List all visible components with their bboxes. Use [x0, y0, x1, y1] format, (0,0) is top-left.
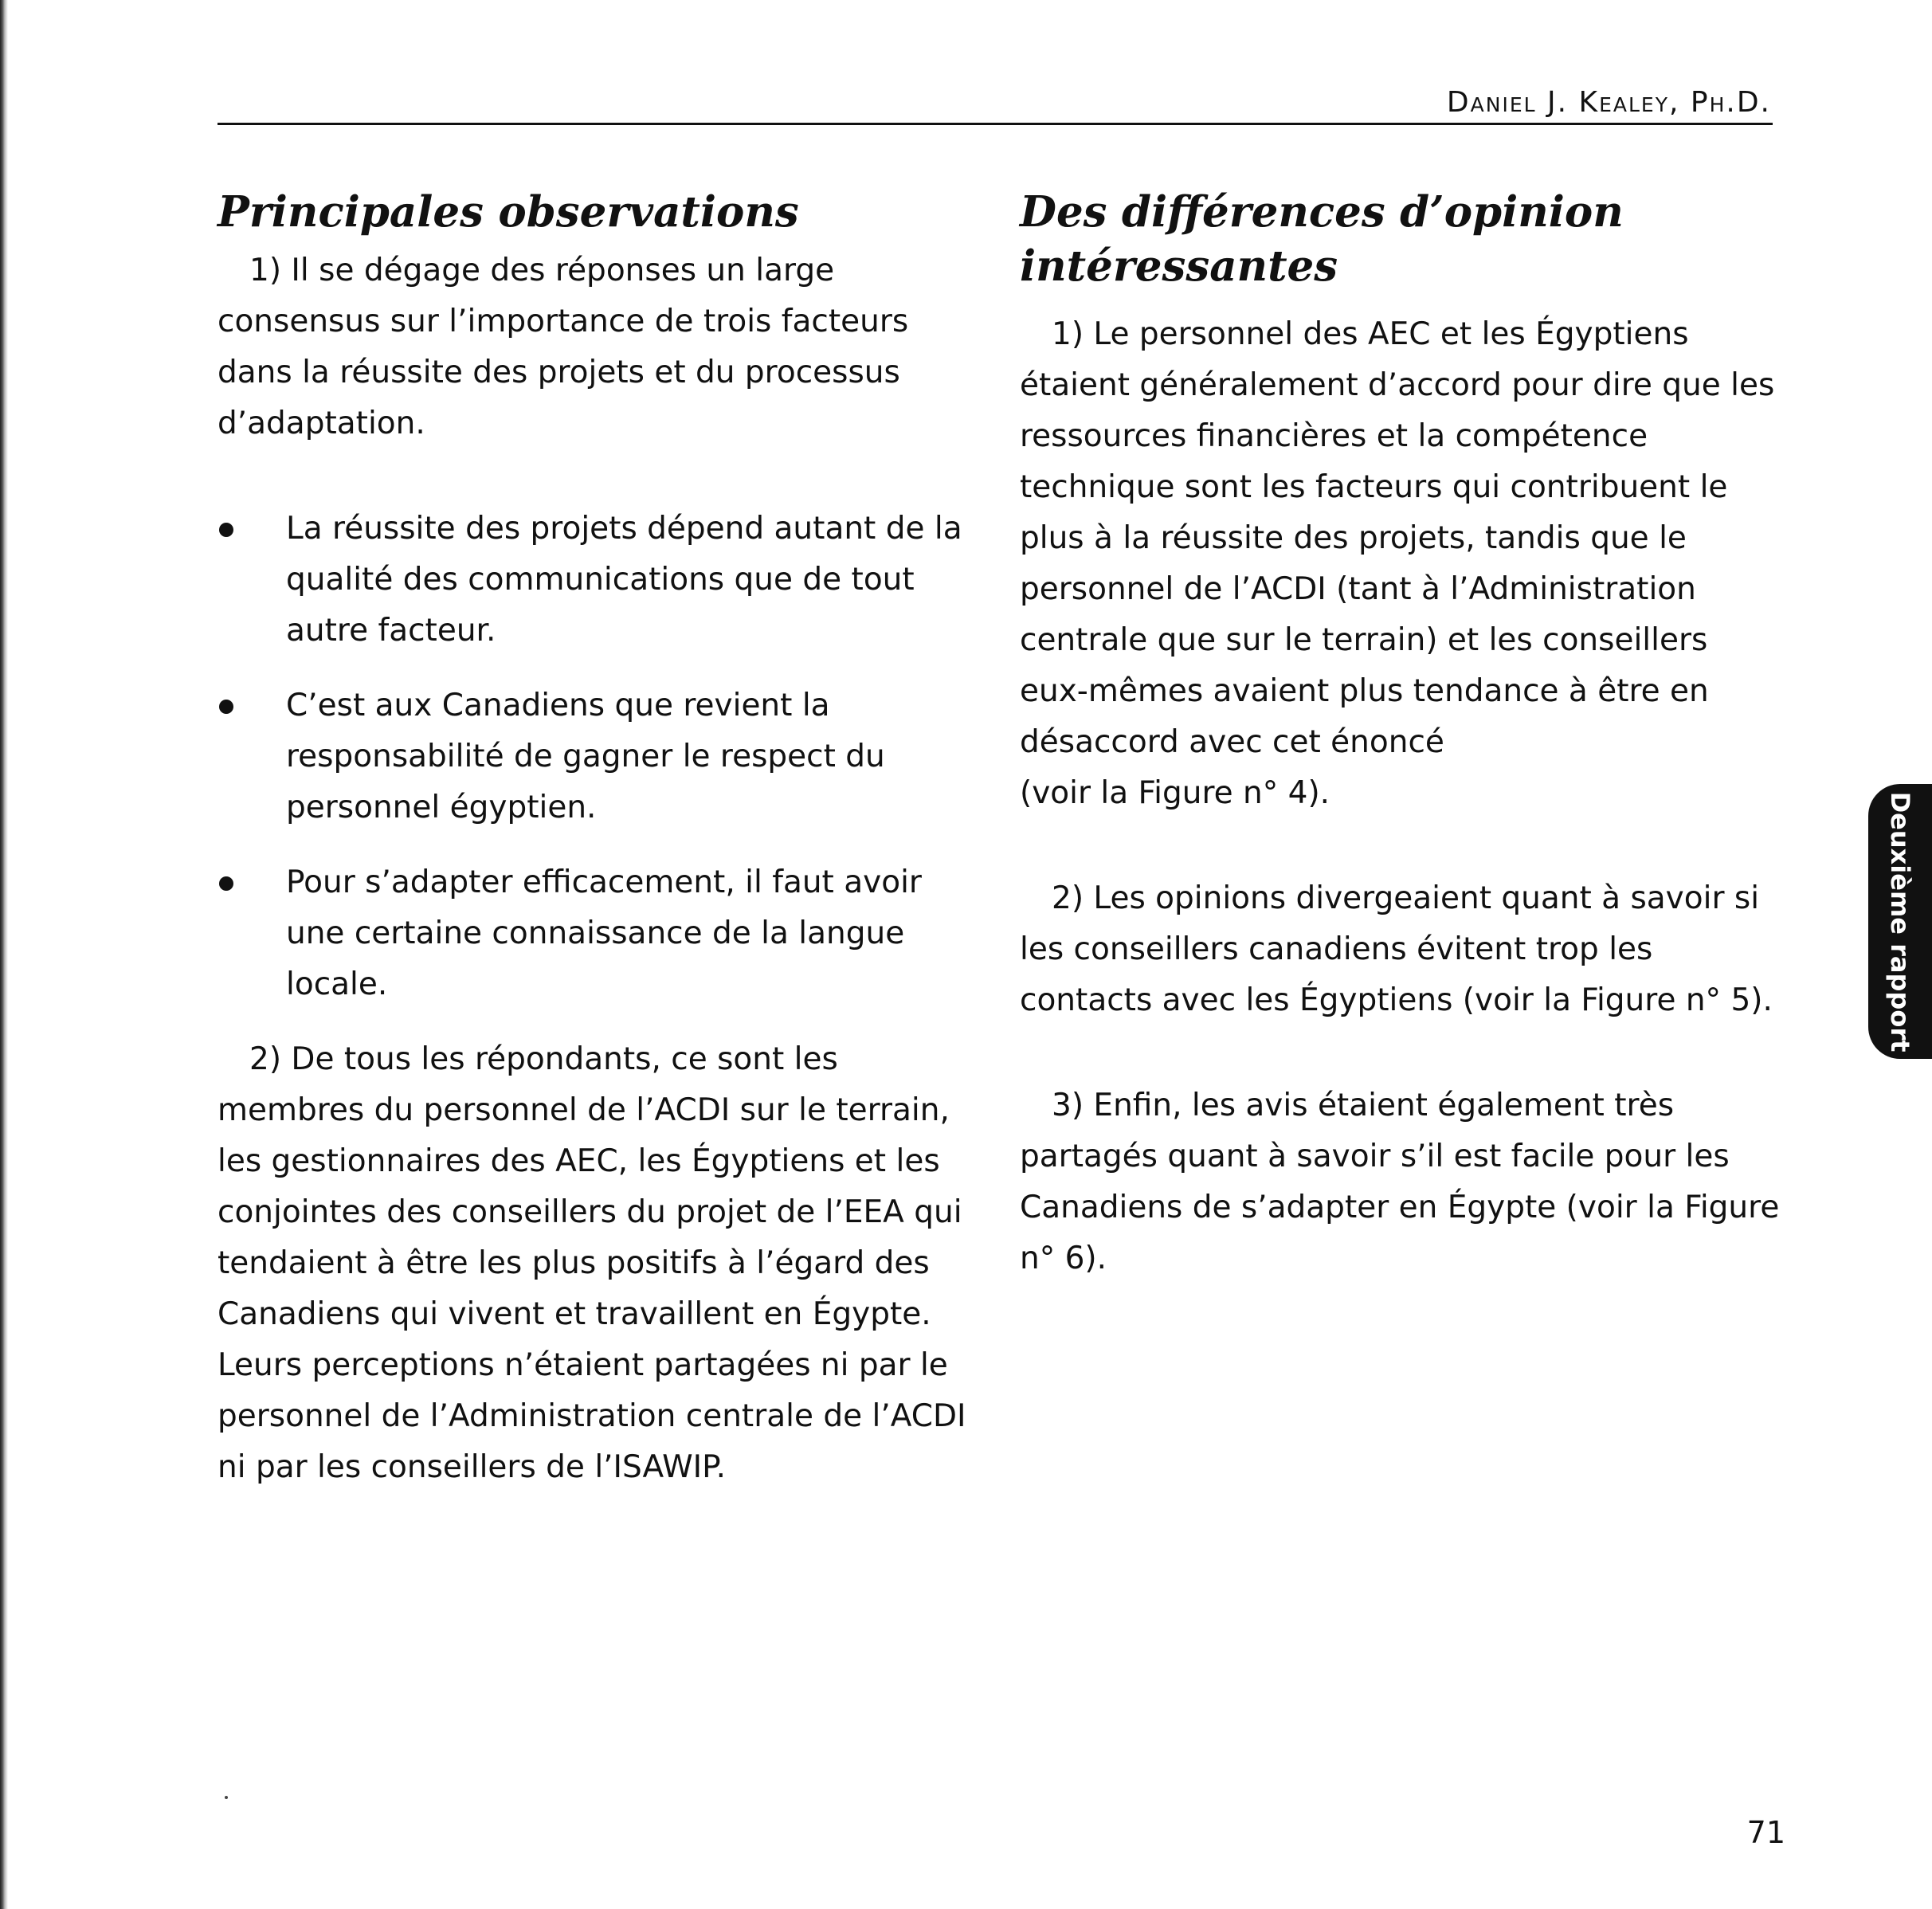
scan-speck	[225, 1796, 228, 1799]
paragraph-observation-2: 2) De tous les répondants, ce sont les membres du personnel de l’ACDI sur le terrain, les gestionnaires des AEC, les Égyptiens et les conjointes des conseillers du projet de l’EEA qui tendaient à être les plus positifs à l’égard des Canadiens qui vivent et travaillent en Égypte. Leurs perceptions n’étaient partagées ni par le personnel de l’Administration centrale de l’ACDI ni par les conseillers de l’ISAWIP.	[217, 1041, 966, 1485]
page-binding-edge	[0, 0, 8, 1909]
heading-line-2: intéressantes	[1020, 241, 1338, 291]
chapter-side-tab	[1868, 784, 1932, 1059]
heading-line-1: Des différences d’opinion	[1020, 187, 1624, 237]
bullet-icon	[219, 700, 233, 714]
right-column	[1020, 185, 1785, 1284]
bullet-icon	[219, 523, 233, 537]
list-item	[217, 857, 982, 1010]
bullet-text: La réussite des projets dépend autant de la qualité des communications que de tout autre facteur.	[286, 511, 962, 649]
header-rule	[217, 123, 1773, 125]
bullet-list	[217, 504, 982, 1010]
section-heading-principal-observations: Principales observations	[217, 187, 799, 237]
paragraph-difference-2: 2) Les opinions divergeaient quant à savoir si les conseillers canadiens évitent trop les contacts avec les Égyptiens (voir la Figure n° 5).	[1020, 880, 1773, 1018]
paragraph-difference-3: 3) Enfin, les avis étaient également très partagés quant à savoir s’il est facile pour les Canadiens de s’adapter en Égypte (voir la Figure n° 6).	[1020, 1088, 1780, 1276]
figure-reference-4: (voir la Figure n° 4).	[1020, 775, 1330, 811]
section-heading-differences-opinion	[1020, 185, 1785, 293]
list-item	[217, 504, 982, 657]
paragraph-difference-1: 1) Le personnel des AEC et les Égyptiens étaient généralement d’accord pour dire que les ressources financières et la compétence technique sont les facteurs qui contribuent le plus à la réussite des projets, tandis que le personnel de l’ACDI (tant à l’Administration centrale que sur le terrain) et les conseillers eux-mêmes avaient plus tendance à être en désaccord avec cet énoncé	[1020, 316, 1775, 760]
page-number: 71	[1746, 1815, 1785, 1850]
list-item	[217, 680, 982, 833]
running-head-author: Daniel J. Kealey, Ph.D.	[1446, 86, 1771, 119]
bullet-text: Pour s’adapter efficacement, il faut avoir une certaine connaissance de la langue locale.	[286, 864, 922, 1002]
bullet-icon	[219, 876, 233, 891]
paragraph-observation-1: 1) Il se dégage des réponses un large consensus sur l’importance de trois facteurs dans la réussite des projets et du processus d’adaptation.	[217, 253, 909, 441]
side-tab-label: Deuxième rapport	[1885, 791, 1915, 1052]
bullet-text: C’est aux Canadiens que revient la responsabilité de gagner le respect du personnel égyptien.	[286, 688, 885, 825]
left-column	[217, 185, 982, 1493]
